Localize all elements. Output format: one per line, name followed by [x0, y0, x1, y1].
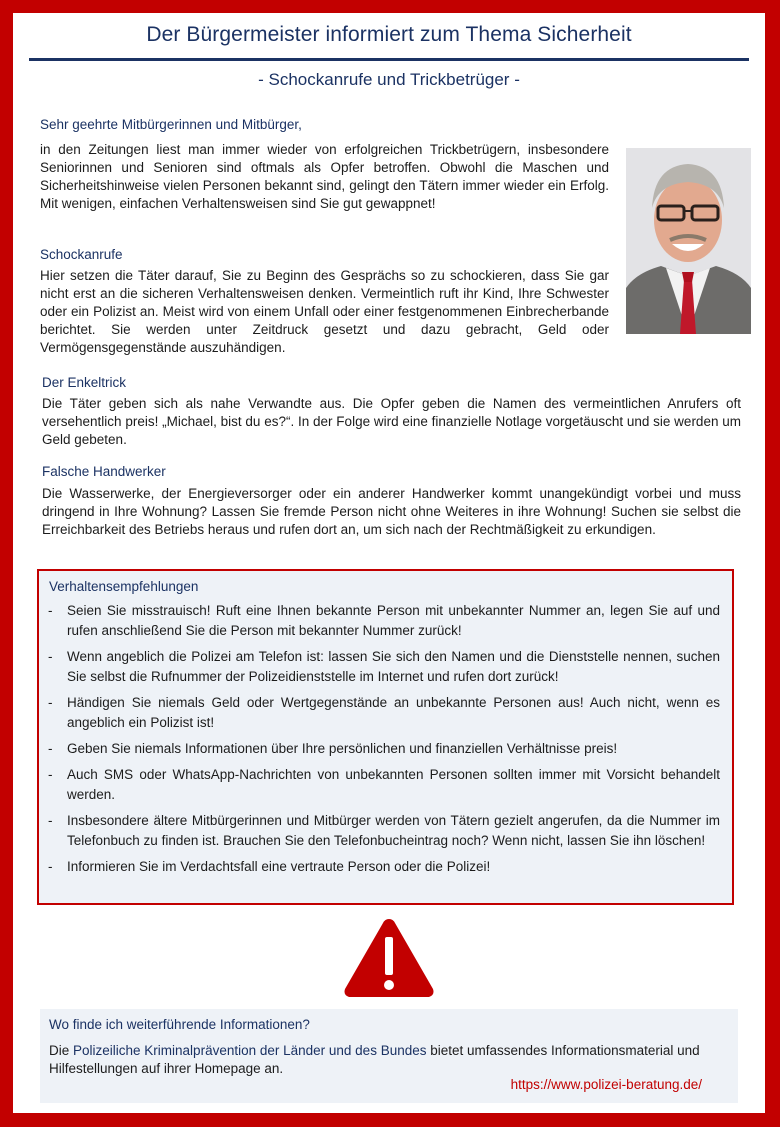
- portrait-icon: [626, 148, 751, 334]
- recommendations-box: [37, 569, 734, 905]
- polizei-beratung-link[interactable]: https://www.polizei-beratung.de/: [510, 1077, 702, 1092]
- list-item: - Auch SMS oder WhatsApp-Nachrichten von unbekannten Personen sollten immer mit Vorsicht behandelt werden.: [48, 767, 720, 802]
- greeting: Sehr geehrte Mitbürgerinnen und Mitbürger,: [40, 117, 302, 132]
- bullet-dash: -: [48, 859, 53, 874]
- page-subtitle: - Schockanrufe und Trickbetrüger -: [258, 70, 520, 89]
- flyer-page: [13, 13, 765, 1113]
- list-item: - Händigen Sie niemals Geld oder Wertgegenstände an unbekannte Personen aus! Auch nicht, wenn es angeblich ein Polizist ist!: [48, 695, 720, 730]
- mayor-portrait-photo: [626, 148, 751, 334]
- bullet-dash: -: [48, 813, 53, 828]
- bullet-dash: -: [48, 649, 53, 664]
- list-item: - Insbesondere ältere Mitbürgerinnen und Mitbürger werden von Tätern gezielt angerufen, da die Nummer im Telefonbuch zu finden ist. Brauchen Sie den Telefonbucheintrag noch? Wenn nicht, lassen Sie ihn löschen!: [48, 813, 720, 848]
- section-text-enkeltrick: Die Täter geben sich als nahe Verwandte aus. Die Opfer geben die Namen des vermeintlichen Anrufers oft versehentlich preis! „Michael, bist du es?“. In der Folge wird eine finanzielle Notlage vorgetäuscht und sie werden um Geld gebeten.: [42, 396, 741, 447]
- bullet-dash: -: [48, 767, 53, 782]
- intro-paragraph: in den Zeitungen liest man immer wieder von erfolgreichen Trickbetrügern, insbesondere Seniorinnen und Senioren sind oftmals als Opfer betroffen. Obwohl die Maschen und Sicherheitshinweise vielen Personen bekannt sind, gelingt den Tätern immer wieder ein Erfolg. Mit wenigen, einfachen Verhaltensweisen sind Sie gut gewappnet!: [40, 142, 609, 211]
- section-text-handwerker: Die Wasserwerke, der Energieversorger oder ein anderer Handwerker kommt unangekündigt vorbei und muss dringend in Ihre Wohnung? Lassen Sie fremde Person nicht ohne Weiteres in ihre Wohnung! Suchen sie selbst die Erreichbarkeit des Betriebs heraus und rufen dort an, um sich nach der Rechtmäßigkeit zu erkundigen.: [42, 486, 741, 537]
- list-item: - Seien Sie misstrauisch! Ruft eine Ihnen bekannte Person mit unbekannter Nummer an, legen Sie auf und rufen anschließend Sie die Person mit bekannter Nummer zurück!: [48, 603, 720, 638]
- list-item: - Wenn angeblich die Polizei am Telefon ist: lassen Sie sich den Namen und die Dienststelle nennen, suchen Sie selbst die Rufnummer der Polizeidienststelle im Internet und rufen dort zurück!: [48, 649, 720, 684]
- info-box: [40, 1009, 738, 1103]
- info-text: Die Polizeiliche Kriminalprävention der Länder und des Bundes bietet umfassendes Informationsmaterial und Hilfestellungen auf ihrer Homepage an.: [49, 1043, 700, 1076]
- title-divider: [29, 58, 749, 61]
- info-heading: Wo finde ich weiterführende Informationen?: [49, 1017, 310, 1032]
- section-heading-enkeltrick: Der Enkeltrick: [42, 375, 127, 390]
- warning-triangle-icon: [341, 915, 437, 1001]
- section-text-schockanrufe: Hier setzen die Täter darauf, Sie zu Beginn des Gesprächs so zu schockieren, dass Sie gar nicht erst an die sicheren Verhaltensweisen denken. Vermeintlich ruft ihr Kind, Ihre Schwester oder ein Polizist an. Meist wird von einem Unfall oder einer festgenommenen Einbrecherbande berichtet. Sie werden unter Zeitdruck gesetzt und dazu gebracht, Geld oder Vermögensgegenstände auszuhändigen.: [40, 268, 609, 355]
- list-item: - Informieren Sie im Verdachtsfall eine vertraute Person oder die Polizei!: [47, 857, 720, 877]
- recommendations-heading: Verhaltensempfehlungen: [49, 579, 199, 594]
- recommendations-list: [47, 601, 720, 883]
- bullet-dash: -: [48, 695, 53, 710]
- bullet-dash: -: [48, 741, 53, 756]
- organization-name: Polizeiliche Kriminalprävention der Länder und des Bundes: [73, 1043, 427, 1058]
- page-title: Der Bürgermeister informiert zum Thema Sicherheit: [146, 23, 632, 46]
- section-heading-schockanrufe: Schockanrufe: [40, 247, 123, 262]
- bullet-dash: -: [48, 603, 53, 618]
- list-item: - Geben Sie niemals Informationen über Ihre persönlichen und finanziellen Verhältnisse preis!: [47, 739, 720, 759]
- section-heading-handwerker: Falsche Handwerker: [42, 464, 166, 479]
